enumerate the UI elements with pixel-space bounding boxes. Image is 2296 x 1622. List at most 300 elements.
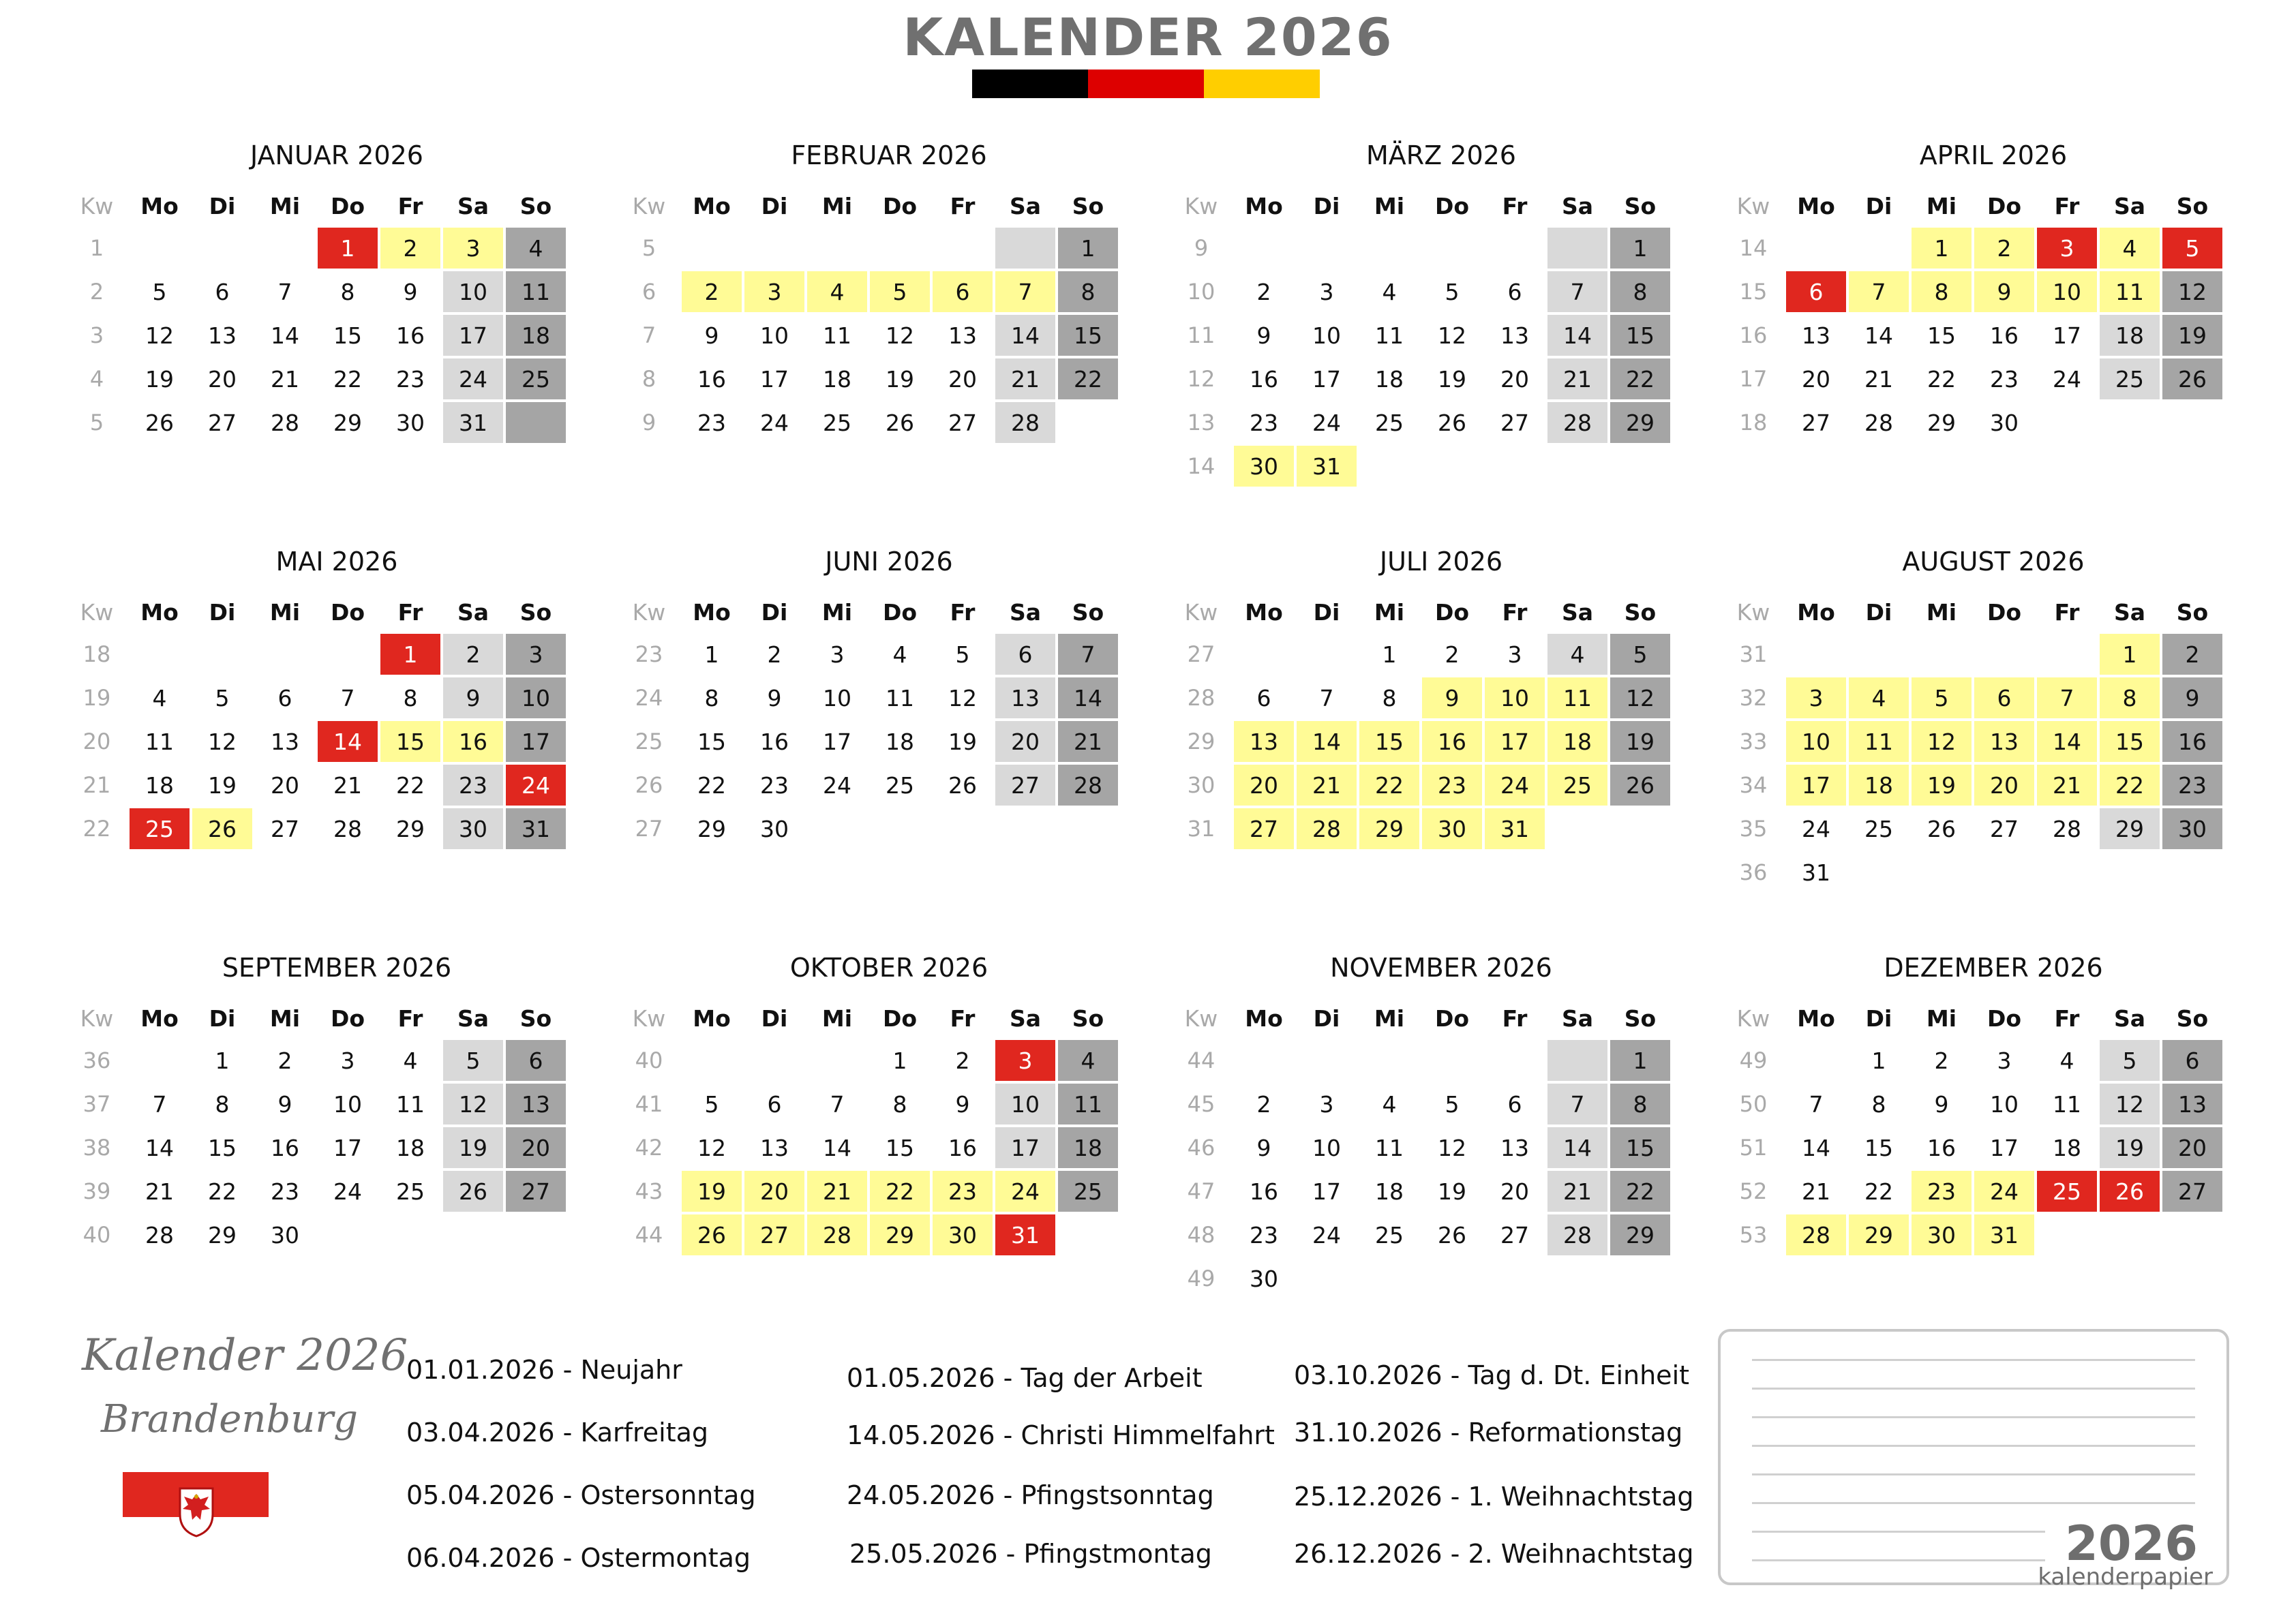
day-cell: 10 xyxy=(823,684,851,711)
weekday-header-row xyxy=(619,187,1118,225)
week-row xyxy=(1723,852,2222,893)
day-cell: 14 xyxy=(1058,677,1118,718)
day-cell: 11 xyxy=(506,271,566,312)
day-cell: 7 xyxy=(830,1090,845,1118)
day-cell xyxy=(870,808,930,849)
week-row xyxy=(1171,315,1670,356)
month-title: SEPTEMBER 2026 xyxy=(222,953,452,983)
month-title: JANUAR 2026 xyxy=(250,140,423,170)
week-number: 10 xyxy=(1187,279,1215,305)
week-number: 23 xyxy=(635,641,663,667)
day-cell xyxy=(2037,634,2097,675)
day-cell: 29 xyxy=(1849,1214,1909,1255)
week-number: 36 xyxy=(82,1047,111,1073)
day-cell: 25 xyxy=(396,1178,425,1205)
week-number: 11 xyxy=(1187,322,1215,348)
day-cell xyxy=(1058,402,1118,443)
day-cell: 17 xyxy=(1485,721,1545,762)
month-title: JULI 2026 xyxy=(1379,547,1503,577)
day-cell: 22 xyxy=(396,771,425,799)
day-cell: 19 xyxy=(1438,1178,1466,1205)
note-line xyxy=(1752,1559,2045,1561)
week-row xyxy=(1171,808,1670,849)
weekday-header: Di xyxy=(761,192,788,219)
day-cell: 6 xyxy=(2162,1040,2222,1081)
day-cell: 10 xyxy=(760,322,789,349)
day-cell: 11 xyxy=(823,322,851,349)
day-cell xyxy=(1547,1040,1607,1081)
week-number: 50 xyxy=(1739,1091,1768,1117)
day-cell: 12 xyxy=(948,684,977,711)
week-row xyxy=(1171,228,1670,269)
week-number: 37 xyxy=(82,1091,111,1117)
day-cell: 11 xyxy=(2100,271,2160,312)
day-cell: 20 xyxy=(1234,765,1294,806)
note-line xyxy=(1752,1502,2195,1504)
day-cell xyxy=(1912,634,1972,675)
day-cell: 25 xyxy=(130,808,190,849)
week-row xyxy=(1171,271,1670,312)
day-cell: 11 xyxy=(1058,1084,1118,1124)
day-cell: 3 xyxy=(1319,1090,1334,1118)
day-cell: 30 xyxy=(1234,446,1294,487)
day-cell: 8 xyxy=(1382,684,1397,711)
day-cell: 19 xyxy=(2100,1127,2160,1168)
day-cell xyxy=(1786,228,1846,269)
day-cell: 11 xyxy=(145,728,174,755)
holiday-entry: 24.05.2026 - Pfingstsonntag xyxy=(847,1480,1214,1510)
week-number: 5 xyxy=(89,410,104,435)
day-cell: 10 xyxy=(1990,1090,2019,1118)
holiday-entry: 01.05.2026 - Tag der Arbeit xyxy=(847,1363,1203,1393)
weekday-header-row xyxy=(1171,187,1670,225)
day-cell xyxy=(255,228,315,269)
month-title: DEZEMBER 2026 xyxy=(1884,953,2103,983)
day-cell: 20 xyxy=(271,771,299,799)
week-row xyxy=(1171,721,1670,762)
weekday-header: Mi xyxy=(821,598,853,626)
day-cell: 9 xyxy=(403,278,418,305)
day-cell xyxy=(192,228,252,269)
day-cell: 3 xyxy=(744,271,804,312)
day-cell: 28 xyxy=(1547,1214,1607,1255)
day-cell: 23 xyxy=(1250,1221,1278,1249)
day-cell xyxy=(2037,1214,2097,1255)
day-cell: 17 xyxy=(443,315,503,356)
day-cell: 5 xyxy=(1610,634,1670,675)
day-cell: 24 xyxy=(333,1178,362,1205)
weekday-header: Di xyxy=(1313,598,1340,626)
day-cell: 14 xyxy=(271,322,299,349)
day-cell xyxy=(1912,852,1972,893)
week-row xyxy=(1171,765,1670,806)
holiday-entry: 25.05.2026 - Pfingstmontag xyxy=(849,1539,1212,1569)
day-cell: 27 xyxy=(506,1171,566,1212)
flag-stripe-gold xyxy=(1204,70,1320,98)
week-number: 48 xyxy=(1187,1222,1215,1248)
day-cell: 10 xyxy=(333,1090,362,1118)
weekday-header: Sa xyxy=(1009,192,1042,219)
week-number: 24 xyxy=(635,685,663,711)
week-number: 53 xyxy=(1739,1222,1768,1248)
day-cell: 27 xyxy=(1990,815,2019,842)
day-cell: 28 xyxy=(1297,808,1357,849)
day-cell: 21 xyxy=(2037,765,2097,806)
day-cell: 12 xyxy=(1912,721,1972,762)
day-cell xyxy=(1422,1258,1482,1299)
day-cell: 4 xyxy=(2100,228,2160,269)
day-cell xyxy=(807,228,867,269)
day-cell: 3 xyxy=(443,228,503,269)
day-cell: 3 xyxy=(340,1047,355,1074)
day-cell: 23 xyxy=(933,1171,993,1212)
note-line xyxy=(1752,1445,2195,1447)
week-row xyxy=(67,634,566,675)
week-number: 45 xyxy=(1187,1091,1215,1117)
week-row xyxy=(67,1040,566,1081)
day-cell: 7 xyxy=(1058,634,1118,675)
day-cell: 28 xyxy=(995,402,1055,443)
day-cell: 18 xyxy=(506,315,566,356)
day-cell: 1 xyxy=(1058,228,1118,269)
day-cell: 1 xyxy=(1610,228,1670,269)
day-cell: 17 xyxy=(1990,1134,2019,1161)
week-number: 5 xyxy=(641,235,656,261)
day-cell: 14 xyxy=(1297,721,1357,762)
day-cell xyxy=(1849,852,1909,893)
day-cell: 19 xyxy=(1438,365,1466,393)
day-cell xyxy=(130,228,190,269)
day-cell: 26 xyxy=(443,1171,503,1212)
weekday-header: Di xyxy=(209,1005,236,1032)
weekday-header: So xyxy=(519,1005,552,1032)
day-cell: 22 xyxy=(1610,1171,1670,1212)
day-cell: 27 xyxy=(948,409,977,436)
day-cell xyxy=(2100,1214,2160,1255)
month-table xyxy=(1168,996,1673,1302)
week-number-header: Kw xyxy=(1736,192,1770,219)
day-cell xyxy=(933,808,993,849)
week-number: 31 xyxy=(1187,816,1215,842)
day-cell: 20 xyxy=(1802,365,1830,393)
day-cell: 9 xyxy=(767,684,782,711)
day-cell: 15 xyxy=(333,322,362,349)
day-cell: 23 xyxy=(2162,765,2222,806)
day-cell: 26 xyxy=(1438,1221,1466,1249)
weekday-header: Di xyxy=(1865,192,1892,219)
week-row xyxy=(619,1171,1118,1212)
week-number: 43 xyxy=(635,1178,663,1204)
note-line xyxy=(1752,1473,2195,1475)
day-cell: 16 xyxy=(1250,365,1278,393)
day-cell xyxy=(1849,228,1909,269)
weekday-header-row xyxy=(1171,999,1670,1037)
day-cell: 21 xyxy=(1547,1171,1607,1212)
weekday-header: Mi xyxy=(1374,598,1405,626)
day-cell: 28 xyxy=(1786,1214,1846,1255)
week-row xyxy=(67,1171,566,1212)
day-cell: 13 xyxy=(1234,721,1294,762)
day-cell: 20 xyxy=(1500,365,1529,393)
day-cell: 25 xyxy=(2100,358,2160,399)
weekday-header: Do xyxy=(882,1005,918,1032)
weekday-header: Fr xyxy=(950,1005,976,1032)
weekday-header: So xyxy=(1624,598,1657,626)
day-cell: 30 xyxy=(760,815,789,842)
weekday-header: So xyxy=(1072,1005,1104,1032)
day-cell: 8 xyxy=(1871,1090,1886,1118)
day-cell xyxy=(1359,1040,1419,1081)
day-cell: 2 xyxy=(1934,1047,1949,1074)
week-row xyxy=(1171,1084,1670,1124)
day-cell: 1 xyxy=(1871,1047,1886,1074)
day-cell: 22 xyxy=(697,771,726,799)
week-row xyxy=(619,1084,1118,1124)
month-table xyxy=(1721,590,2225,896)
week-number: 33 xyxy=(1739,729,1768,754)
day-cell: 24 xyxy=(1312,1221,1341,1249)
weekday-header: Di xyxy=(209,192,236,219)
day-cell: 29 xyxy=(870,1214,930,1255)
day-cell: 13 xyxy=(1974,721,2034,762)
week-row xyxy=(1171,677,1670,718)
week-row xyxy=(67,677,566,718)
week-row xyxy=(1171,446,1670,487)
week-number: 3 xyxy=(89,322,104,348)
weekday-header: Sa xyxy=(2113,598,2146,626)
day-cell: 24 xyxy=(1974,1171,2034,1212)
week-number: 9 xyxy=(1194,235,1209,261)
day-cell xyxy=(2100,402,2160,443)
week-number: 41 xyxy=(635,1091,663,1117)
day-cell: 9 xyxy=(277,1090,292,1118)
week-number-header: Kw xyxy=(1184,192,1218,219)
week-number: 49 xyxy=(1187,1266,1215,1291)
weekday-header: Mo xyxy=(1245,598,1283,626)
day-cell: 11 xyxy=(396,1090,425,1118)
week-number: 52 xyxy=(1739,1178,1768,1204)
day-cell: 15 xyxy=(1610,315,1670,356)
day-cell: 5 xyxy=(152,278,167,305)
weekday-header: Fr xyxy=(950,598,976,626)
holiday-entry: 05.04.2026 - Ostersonntag xyxy=(406,1480,756,1510)
week-number: 22 xyxy=(82,816,111,842)
week-row xyxy=(1723,677,2222,718)
month-table xyxy=(1168,184,1673,489)
week-row xyxy=(67,358,566,399)
day-cell xyxy=(1485,228,1545,269)
day-cell xyxy=(443,1214,503,1255)
week-number: 51 xyxy=(1739,1135,1768,1161)
week-row xyxy=(1723,1214,2222,1255)
weekday-header: Do xyxy=(1987,598,2022,626)
week-row xyxy=(1723,228,2222,269)
month-table xyxy=(616,184,1121,446)
day-cell: 24 xyxy=(760,409,789,436)
day-cell: 7 xyxy=(1319,684,1334,711)
weekday-header: Sa xyxy=(457,1005,489,1032)
day-cell: 19 xyxy=(1912,765,1972,806)
day-cell: 22 xyxy=(1359,765,1419,806)
day-cell: 29 xyxy=(396,815,425,842)
note-line xyxy=(1752,1359,2195,1361)
week-row xyxy=(619,808,1118,849)
day-cell: 19 xyxy=(443,1127,503,1168)
day-cell: 11 xyxy=(886,684,914,711)
day-cell: 1 xyxy=(1912,228,1972,269)
day-cell: 2 xyxy=(2162,634,2222,675)
day-cell xyxy=(682,1040,742,1081)
day-cell: 14 xyxy=(2037,721,2097,762)
day-cell: 7 xyxy=(340,684,355,711)
week-row xyxy=(1171,358,1670,399)
day-cell: 1 xyxy=(1610,1040,1670,1081)
day-cell: 19 xyxy=(145,365,174,393)
day-cell xyxy=(1547,1258,1607,1299)
day-cell xyxy=(1297,634,1357,675)
day-cell xyxy=(192,634,252,675)
day-cell: 13 xyxy=(208,322,237,349)
month-table xyxy=(64,590,569,852)
day-cell xyxy=(682,228,742,269)
weekday-header: Di xyxy=(1313,192,1340,219)
day-cell: 22 xyxy=(1864,1178,1893,1205)
day-cell: 6 xyxy=(767,1090,782,1118)
day-cell: 29 xyxy=(1610,402,1670,443)
weekday-header: So xyxy=(519,598,552,626)
weekday-header: So xyxy=(2176,192,2209,219)
day-cell: 31 xyxy=(1297,446,1357,487)
day-cell: 15 xyxy=(1359,721,1419,762)
week-row xyxy=(1723,808,2222,849)
day-cell: 21 xyxy=(145,1178,174,1205)
weekday-header: Fr xyxy=(950,192,976,219)
day-cell: 4 xyxy=(2059,1047,2074,1074)
day-cell: 11 xyxy=(1547,677,1607,718)
day-cell: 18 xyxy=(823,365,851,393)
day-cell: 29 xyxy=(333,409,362,436)
day-cell xyxy=(995,228,1055,269)
day-cell xyxy=(1297,228,1357,269)
week-number-header: Kw xyxy=(80,192,114,219)
day-cell xyxy=(1297,1040,1357,1081)
day-cell: 3 xyxy=(830,641,845,668)
flag-stripe-red xyxy=(1088,70,1204,98)
day-cell xyxy=(1359,1258,1419,1299)
weekday-header: Mo xyxy=(140,598,179,626)
day-cell: 18 xyxy=(145,771,174,799)
week-row xyxy=(619,358,1118,399)
day-cell: 18 xyxy=(1547,721,1607,762)
day-cell: 30 xyxy=(1422,808,1482,849)
weekday-header: Do xyxy=(330,1005,365,1032)
day-cell: 23 xyxy=(697,409,726,436)
weekday-header: Mi xyxy=(269,192,301,219)
day-cell: 31 xyxy=(1802,859,1830,886)
day-cell: 12 xyxy=(208,728,237,755)
day-cell: 21 xyxy=(333,771,362,799)
day-cell: 1 xyxy=(215,1047,230,1074)
day-cell: 3 xyxy=(1507,641,1522,668)
day-cell: 12 xyxy=(443,1084,503,1124)
day-cell: 8 xyxy=(892,1090,907,1118)
brand-name: kalenderpapier xyxy=(2038,1563,2213,1591)
day-cell: 27 xyxy=(1500,1221,1529,1249)
weekday-header-row xyxy=(1171,593,1670,631)
day-cell: 5 xyxy=(704,1090,719,1118)
note-line xyxy=(1752,1416,2195,1418)
day-cell xyxy=(2037,852,2097,893)
day-cell xyxy=(1610,1258,1670,1299)
day-cell: 16 xyxy=(697,365,726,393)
day-cell: 25 xyxy=(886,771,914,799)
day-cell: 16 xyxy=(1422,721,1482,762)
footer-state-name: Brandenburg xyxy=(101,1397,358,1441)
month-title: NOVEMBER 2026 xyxy=(1330,953,1552,983)
day-cell xyxy=(1974,852,2034,893)
day-cell: 9 xyxy=(1256,1134,1271,1161)
day-cell xyxy=(744,1040,804,1081)
day-cell: 31 xyxy=(506,808,566,849)
week-row xyxy=(619,634,1118,675)
day-cell: 25 xyxy=(1864,815,1893,842)
day-cell xyxy=(933,228,993,269)
day-cell: 25 xyxy=(1058,1171,1118,1212)
day-cell: 2 xyxy=(1974,228,2034,269)
day-cell: 28 xyxy=(333,815,362,842)
day-cell: 19 xyxy=(886,365,914,393)
day-cell xyxy=(1485,1040,1545,1081)
day-cell: 17 xyxy=(760,365,789,393)
day-cell: 30 xyxy=(933,1214,993,1255)
day-cell: 21 xyxy=(1547,358,1607,399)
week-row xyxy=(67,315,566,356)
week-number-header: Kw xyxy=(1736,1005,1770,1032)
day-cell: 3 xyxy=(2037,228,2097,269)
day-cell xyxy=(1974,634,2034,675)
day-cell: 30 xyxy=(1250,1265,1278,1292)
week-row xyxy=(67,808,566,849)
weekday-header: Do xyxy=(1987,192,2022,219)
day-cell: 9 xyxy=(2162,677,2222,718)
weekday-header-row xyxy=(1723,187,2222,225)
weekday-header: Di xyxy=(1865,1005,1892,1032)
day-cell: 25 xyxy=(1375,1221,1404,1249)
day-cell: 27 xyxy=(1500,409,1529,436)
day-cell: 20 xyxy=(744,1171,804,1212)
day-cell: 7 xyxy=(995,271,1055,312)
week-number: 13 xyxy=(1187,410,1215,435)
week-row xyxy=(1723,634,2222,675)
day-cell: 18 xyxy=(1375,365,1404,393)
day-cell: 24 xyxy=(995,1171,1055,1212)
day-cell: 25 xyxy=(2037,1171,2097,1212)
weekday-header: Mo xyxy=(140,1005,179,1032)
weekday-header: Fr xyxy=(2054,598,2080,626)
week-number: 7 xyxy=(641,322,656,348)
day-cell: 23 xyxy=(1912,1171,1972,1212)
day-cell: 11 xyxy=(2053,1090,2081,1118)
day-cell: 21 xyxy=(271,365,299,393)
day-cell: 8 xyxy=(215,1090,230,1118)
week-number-header: Kw xyxy=(1184,598,1218,626)
weekday-header: Do xyxy=(330,598,365,626)
day-cell: 16 xyxy=(948,1134,977,1161)
weekday-header: Do xyxy=(330,192,365,219)
day-cell: 13 xyxy=(2162,1084,2222,1124)
week-number: 8 xyxy=(641,366,656,392)
week-row xyxy=(619,765,1118,806)
